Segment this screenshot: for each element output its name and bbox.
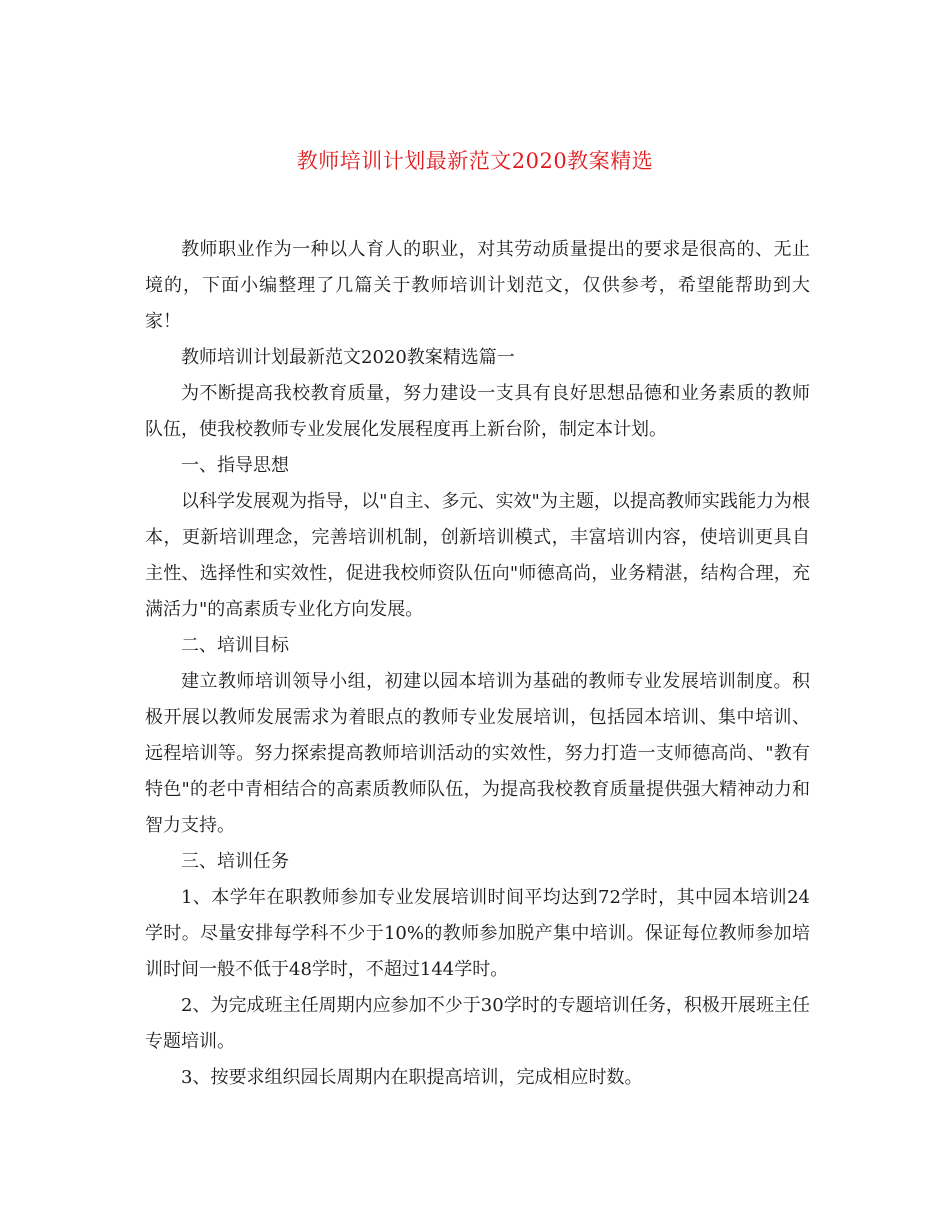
section-heading-part-one: 教师培训计划最新范文2020教案精选篇一 <box>181 347 515 368</box>
heading-training-goals: 二、培训目标 <box>181 635 289 656</box>
training-goals-paragraph: 建立教师培训领导小组，初建以园本培训为基础的教师专业发展培训制度。积极开展以教师发展需求为着眼点的教师专业发展培训，包括园本培训、集中培训、远程培训等。努力探索提高教师培训活动的实效性，努力打造一支师德高尚、"教有特色"的老中青相结合的高素质教师队伍，为提高我校教育质量提供强大精神动力和智力支持。 <box>145 671 810 836</box>
task-item-1: 1、本学年在职教师参加专业发展培训时间平均达到72学时，其中园本培训24学时。尽量安排每学科不少于10%的教师参加脱产集中培训。保证每位教师参加培训时间一般不低于48学时，不超过144学时。 <box>145 887 810 980</box>
guiding-ideology-paragraph: 以科学发展观为指导，以"自主、多元、实效"为主题，以提高教师实践能力为根本，更新培训理念，完善培训机制，创新培训模式，丰富培训内容，使培训更具自主性、选择性和实效性，促进我校师资队伍向"师德高尚，业务精湛，结构合理，充满活力"的高素质专业化方向发展。 <box>145 491 810 620</box>
document-title: 教师培训计划最新范文2020教案精选 <box>296 149 654 173</box>
task-item-2: 2、为完成班主任周期内应参加不少于30学时的专题培训任务，积极开展班主任专题培训。 <box>145 995 810 1052</box>
purpose-paragraph: 为不断提高我校教育质量，努力建设一支具有良好思想品德和业务素质的教师队伍，使我校教师专业发展化发展程度再上新台阶，制定本计划。 <box>145 383 810 440</box>
intro-paragraph: 教师职业作为一种以人育人的职业，对其劳动质量提出的要求是很高的、无止境的，下面小编整理了几篇关于教师培训计划范文，仅供参考，希望能帮助到大家！ <box>145 239 810 332</box>
document-body <box>145 232 810 1096</box>
heading-training-tasks: 三、培训任务 <box>181 851 289 872</box>
heading-guiding-ideology: 一、指导思想 <box>181 455 289 476</box>
task-item-3: 3、按要求组织园长周期内在职提高培训，完成相应时数。 <box>181 1067 643 1088</box>
